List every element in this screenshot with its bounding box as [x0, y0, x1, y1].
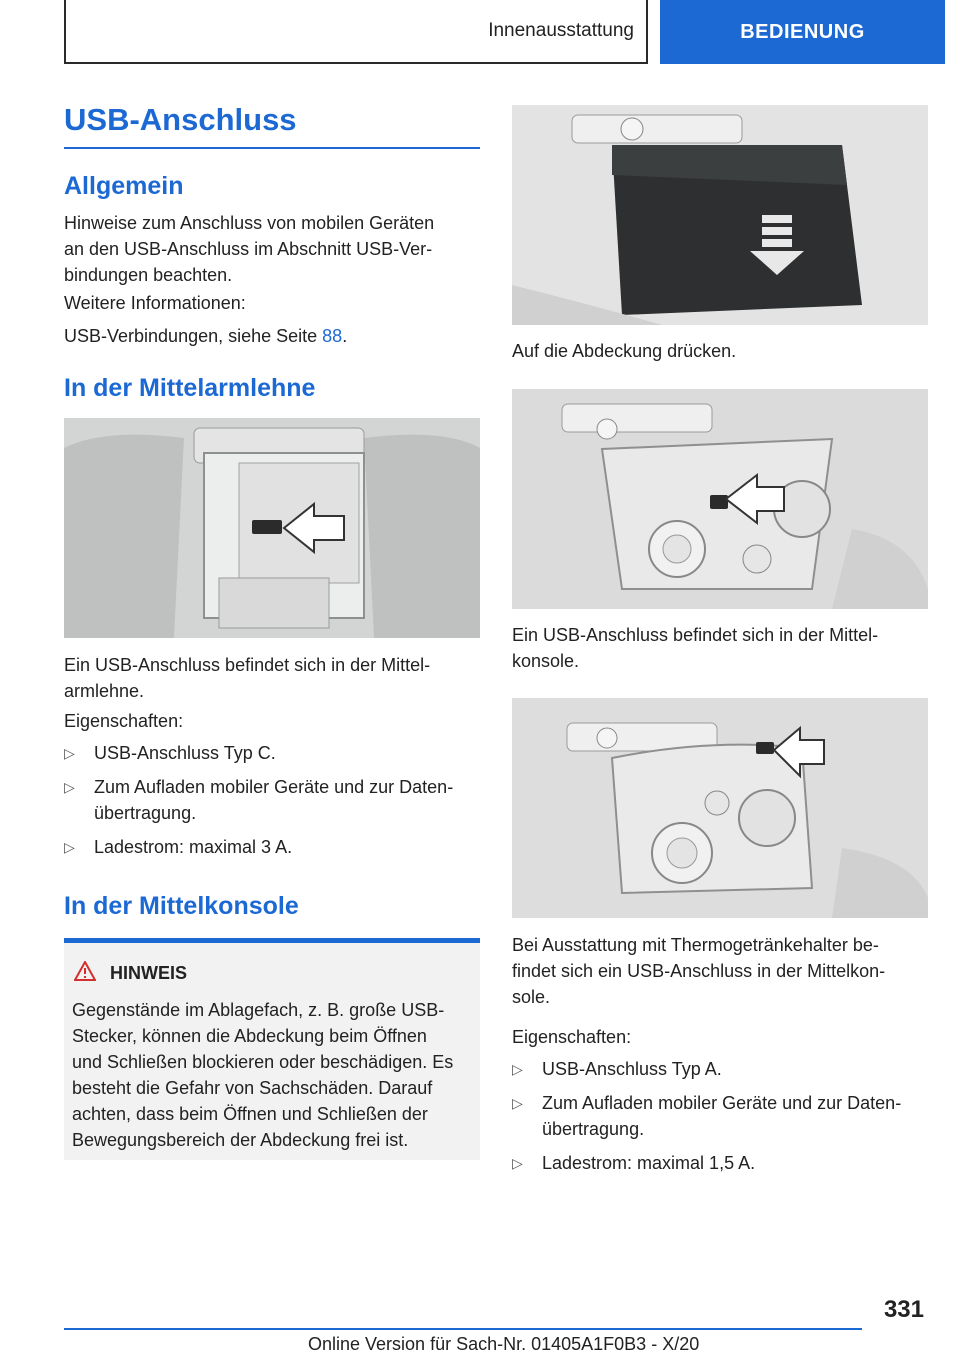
thermo-caption: [512, 932, 928, 1010]
notice-line-2: Stecker, können die Abdeckung beim Öffnen: [72, 1026, 427, 1046]
bullet-arrow-icon: ▷: [512, 1095, 523, 1111]
page-number: 331: [883, 1296, 924, 1323]
armrest-props-list: [64, 740, 480, 868]
heading-armrest: In der Mittelarmlehne: [64, 374, 316, 402]
reference-text: USB-Verbindungen, siehe Seite: [64, 326, 323, 346]
armrest-caption-line-1: Ein USB-Anschluss befindet sich in der Mittel-: [64, 655, 431, 675]
list-item-text: USB-Anschluss Typ A.: [542, 1059, 722, 1079]
more-info-label: Weitere Informationen:: [64, 293, 246, 313]
footer-text: Online Version für Sach-Nr. 01405A1F0B3 - X/20: [308, 1334, 700, 1354]
right-props-label: Eigenschaften:: [512, 1027, 632, 1047]
list-item: [64, 834, 480, 860]
page-reference-link[interactable]: 88: [322, 326, 343, 346]
page-title: USB-Anschluss: [64, 102, 297, 137]
console-caption: [512, 622, 928, 674]
list-item: [64, 774, 480, 826]
general-line-1: Hinweise zum Anschluss von mobilen Geräten: [64, 213, 435, 233]
thermo-caption-line-2: findet sich ein USB-Anschluss in der Mittelkon-: [512, 961, 886, 981]
notice-line-6: Bewegungsbereich der Abdeckung frei ist.: [72, 1130, 409, 1150]
armrest-caption: [64, 652, 480, 704]
list-item-text: Ladestrom: maximal 1,5 A.: [542, 1153, 756, 1173]
list-item-text: Ladestrom: maximal 3 A.: [94, 837, 293, 857]
thermo-caption-line-3: sole.: [512, 987, 551, 1007]
notice-label: HINWEIS: [110, 963, 188, 983]
notice-header: [74, 961, 187, 986]
reference-end: .: [342, 326, 348, 346]
armrest-caption-line-2: armlehne.: [64, 681, 145, 701]
general-paragraph: [64, 210, 480, 288]
notice-body: [72, 997, 476, 1153]
notice-line-5: achten, dass beim Öffnen und Schließen der: [72, 1104, 428, 1124]
notice-box: [64, 938, 480, 1160]
console-caption-line-1: Ein USB-Anschluss befindet sich in der Mittel-: [512, 625, 879, 645]
title-rule: [64, 147, 480, 149]
thermo-cupholder-photo: [512, 698, 928, 918]
console-caption-line-2: konsole.: [512, 651, 580, 671]
general-line-2: an den USB-Anschluss im Abschnitt USB-Ver-: [64, 239, 433, 259]
list-item-text-line-1: Zum Aufladen mobiler Geräte und zur Daten-: [542, 1093, 902, 1113]
list-item-text: USB-Anschluss Typ C.: [94, 743, 276, 763]
bullet-arrow-icon: ▷: [512, 1061, 523, 1077]
list-item: [512, 1056, 928, 1082]
warning-icon: [74, 961, 96, 986]
armrest-usb-photo: [64, 418, 480, 638]
notice-line-4: besteht die Gefahr von Sachschäden. Darauf: [72, 1078, 433, 1098]
usb-reference: [64, 323, 347, 349]
armrest-props-label: Eigenschaften:: [64, 711, 184, 731]
cover-press-photo: [512, 105, 928, 325]
bullet-arrow-icon: ▷: [64, 779, 75, 795]
notice-line-3: und Schließen blockieren oder beschädigen. Es: [72, 1052, 454, 1072]
thermo-caption-line-1: Bei Ausstattung mit Thermogetränkehalter be-: [512, 935, 879, 955]
heading-general: Allgemein: [64, 172, 184, 200]
list-item: [64, 740, 480, 766]
bullet-arrow-icon: ▷: [64, 745, 75, 761]
heading-console: In der Mittelkonsole: [64, 892, 299, 920]
general-line-3: bindungen beachten.: [64, 265, 233, 285]
header-section-label: [64, 0, 648, 64]
footer-rule: [64, 1328, 862, 1330]
cover-caption: Auf die Abdeckung drücken.: [512, 341, 737, 361]
list-item: [512, 1090, 928, 1142]
list-item-text-line-2: übertragung.: [542, 1119, 645, 1139]
right-props-list: [512, 1056, 928, 1184]
console-usb-photo: [512, 389, 928, 609]
list-item: [512, 1150, 928, 1176]
notice-line-1: Gegenstände im Ablagefach, z. B. große USB-: [72, 1000, 445, 1020]
chapter-tab[interactable]: [660, 0, 945, 64]
bullet-arrow-icon: ▷: [64, 839, 75, 855]
list-item-text-line-2: übertragung.: [94, 803, 197, 823]
bullet-arrow-icon: ▷: [512, 1155, 523, 1171]
chapter-title: BEDIENUNG: [740, 20, 865, 43]
list-item-text-line-1: Zum Aufladen mobiler Geräte und zur Daten-: [94, 777, 454, 797]
section-title: Innenausstattung: [488, 20, 634, 41]
